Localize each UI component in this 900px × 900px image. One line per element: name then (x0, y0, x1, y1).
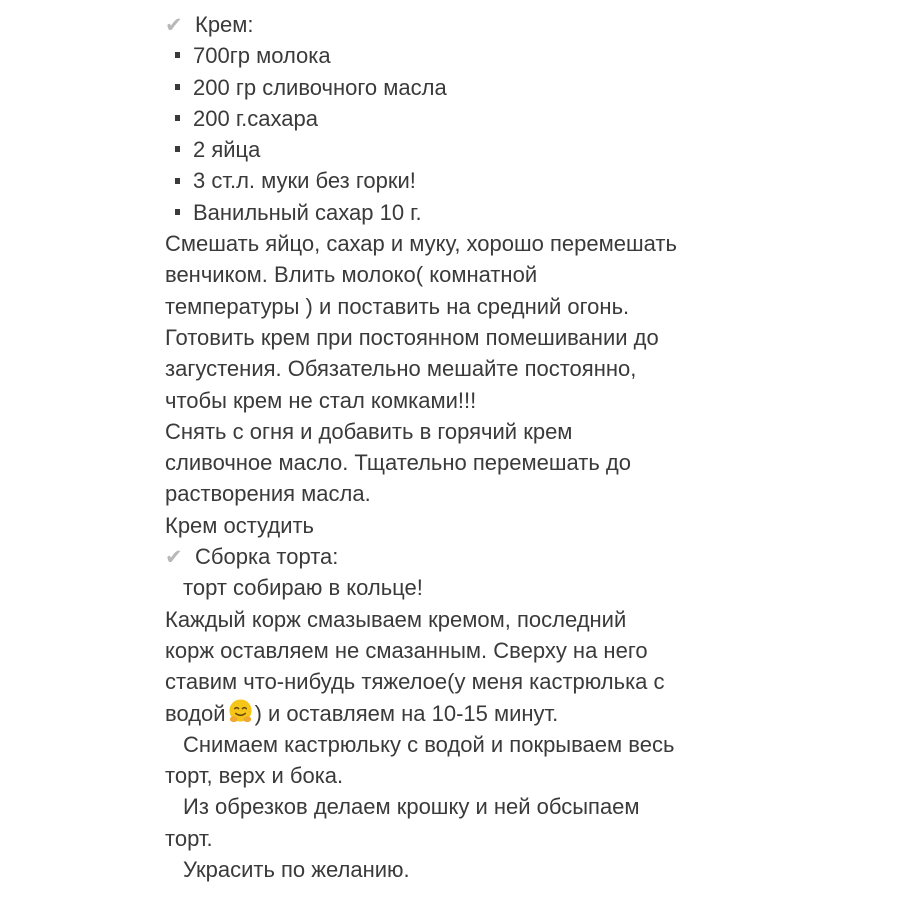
square-bullet-icon (175, 178, 180, 184)
square-bullet-icon (175, 115, 180, 121)
ingredient-item: 3 ст.л. муки без горки! (165, 165, 885, 196)
assembly-line: торт, верх и бока. (165, 763, 344, 789)
assembly-line: Снимаем кастрюльку с водой и покрываем весь (183, 731, 675, 757)
check-mark-icon: ✔ (165, 545, 183, 570)
assembly-title: Сборка торта: (195, 544, 339, 570)
square-bullet-icon (175, 209, 180, 215)
assembly-heading (165, 541, 885, 572)
cream-step-line: Готовить крем при постоянном помешивании до (165, 324, 659, 350)
ingredient-item: Ванильный сахар 10 г. (165, 197, 885, 228)
recipe-document (165, 9, 885, 885)
cream-step-line: растворения масла. (165, 481, 371, 507)
cream-step-line: Крем остудить (165, 512, 315, 538)
cream-title: Крем: (195, 12, 254, 37)
assembly-line: ставим что-нибудь тяжелое(у меня кастрюлька с (165, 669, 665, 695)
ring-note: торт собираю в кольце! (183, 575, 423, 601)
cream-step-line: чтобы крем не стал комками!!! (165, 387, 477, 413)
cream-step-line: Смешать яйцо, сахар и муку, хорошо перемешать (165, 231, 677, 257)
square-bullet-icon (175, 52, 180, 58)
ingredient-item: 700гр молока (165, 40, 885, 71)
cream-step-line: сливочное масло. Тщательно перемешать до (165, 450, 631, 476)
assembly-line: корж оставляем не смазанным. Сверху на него (165, 637, 648, 663)
square-bullet-icon (175, 84, 180, 90)
cream-step-line: Снять с огня и добавить в горячий крем (165, 418, 573, 444)
cream-step-line: загустения. Обязательно мешайте постоянно, (165, 356, 637, 382)
ingredient-item: 200 г.сахара (165, 103, 885, 134)
ingredient-item: 200 гр сливочного масла (165, 72, 885, 103)
assembly-line: торт. (165, 825, 213, 851)
hugging-face-emoji-icon (227, 698, 254, 725)
decorate-line: Украсить по желанию. (183, 857, 410, 883)
ingredient-item: 2 яйца (165, 134, 885, 165)
check-mark-icon: ✔ (165, 13, 183, 37)
square-bullet-icon (175, 146, 180, 152)
assembly-line: Каждый корж смазываем кремом, последний (165, 606, 627, 632)
cream-step-line: температуры ) и поставить на средний огонь. (165, 293, 630, 319)
assembly-line: Из обрезков делаем крошку и ней обсыпаем (183, 794, 640, 820)
cream-step-line: венчиком. Влить молоко( комнатной (165, 262, 538, 288)
assembly-line-with-emoji: водой ) и оставляем на 10-15 минут. (165, 698, 885, 729)
cream-heading (165, 9, 885, 40)
